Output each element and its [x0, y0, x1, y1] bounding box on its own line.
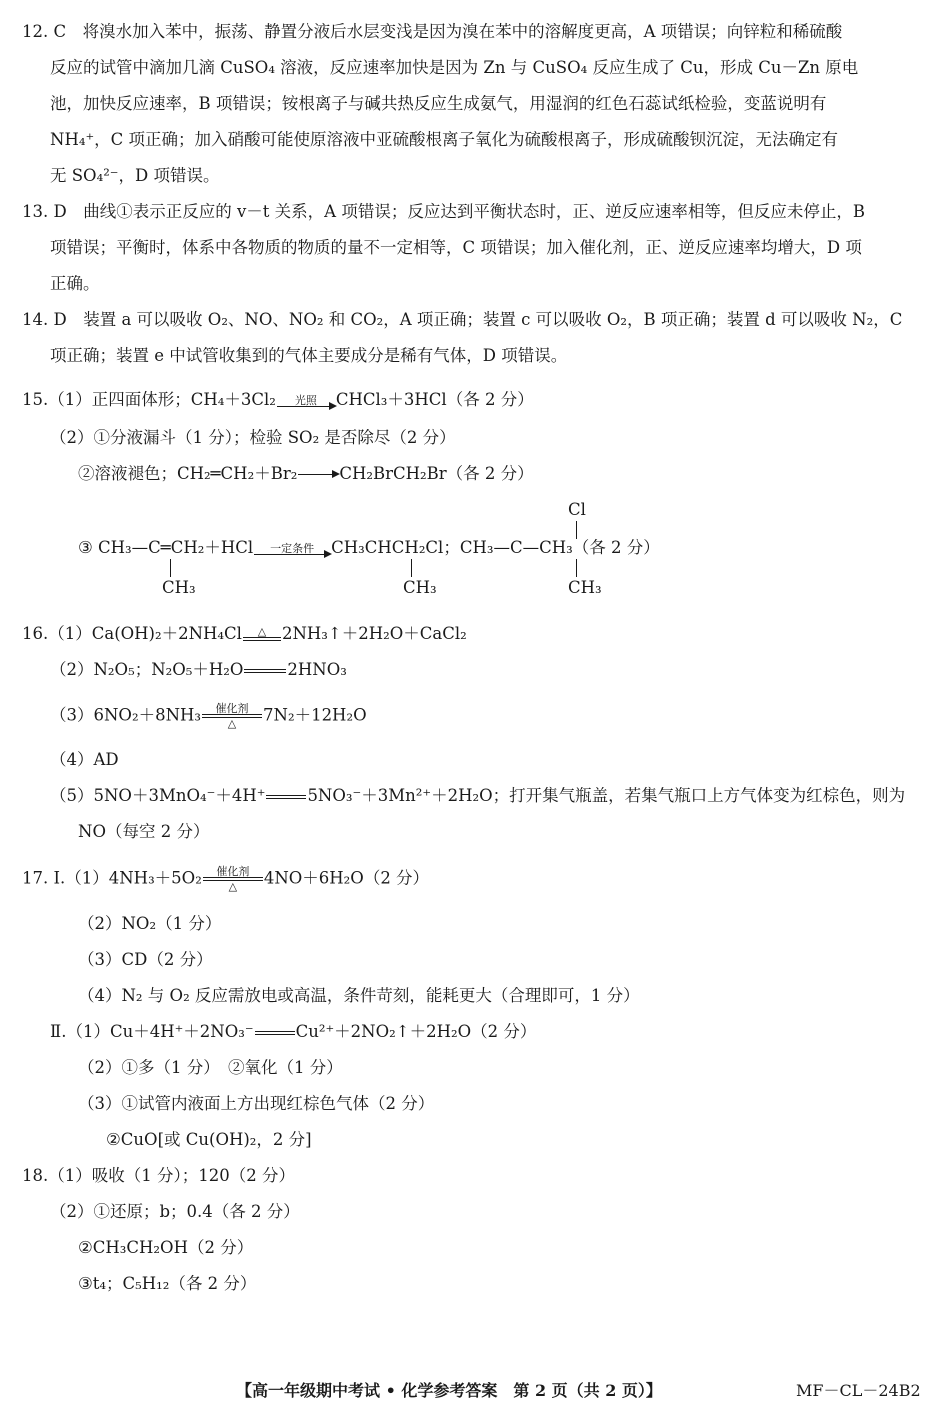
- q16-line2: [50, 658, 347, 682]
- q15-l1-rhs: CHCl₃＋3HCl（各 2 分）: [335, 390, 534, 409]
- q12-line2: 反应的试管中滴加几滴 CuSO₄ 溶液，反应速率加快是因为 Zn 与 CuSO₄ 反应生成了 Cu，形成 Cu－Zn 原电: [50, 58, 859, 77]
- q16-line5: [50, 784, 905, 808]
- q12-line4: NH₄⁺，C 项正确；加入硝酸可能使原溶液中亚硫酸根离子氧化为硫酸根离子，形成硫酸钡沉淀，无法确定有: [50, 130, 839, 149]
- arrow-condition: 一定条件: [270, 541, 315, 555]
- q15-l3-lhs: ②溶液褪色；CH₂═CH₂＋Br₂: [78, 464, 298, 483]
- reaction-equals: [266, 795, 306, 799]
- q16-line1: [22, 622, 467, 646]
- q13-line3: 正确。: [50, 274, 100, 293]
- q17-line1: [22, 866, 429, 892]
- heat-symbol: △: [228, 880, 238, 893]
- q15-l1-lhs: 15.（1）正四面体形；CH₄＋3Cl₂: [22, 390, 276, 409]
- reaction-equals: [202, 703, 262, 729]
- substituent-ch3: CH₃: [162, 578, 196, 597]
- substituent-ch3: CH₃: [403, 578, 437, 597]
- q16-l1-lhs: 16.（1）Ca(OH)₂＋2NH₄Cl: [22, 624, 242, 643]
- q15-line3: [78, 462, 534, 486]
- q13-line2: 项错误；平衡时，体系中各物质的物质的量不一定相等，C 项错误；加入催化剂，正、逆反应速率均增大，D 项: [50, 238, 862, 257]
- q14-line1: 14. D 装置 a 可以吸收 O₂、NO、NO₂ 和 CO₂，A 项正确；装置 c 可以吸收 O₂，B 项正确；装置 d 可以吸收 N₂，C: [22, 310, 903, 329]
- q17-l5-lhs: Ⅱ.（1）Cu＋4H⁺＋2NO₃⁻: [50, 1022, 254, 1041]
- q16-l2-rhs: 2HNO₃: [287, 660, 347, 679]
- q16-l5-lhs: （5）5NO＋3MnO₄⁻＋4H⁺: [50, 786, 266, 805]
- q17-line8: ②CuO[或 Cu(OH)₂，2 分]: [106, 1130, 312, 1149]
- heat-symbol: △: [227, 717, 237, 730]
- arrow-condition: 光照: [294, 393, 317, 407]
- q12-line5: 无 SO₄²⁻，D 项错误。: [50, 166, 220, 185]
- q14-line2: 项正确；装置 e 中试管收集到的气体主要成分是稀有气体，D 项错误。: [50, 346, 568, 365]
- q18-line3: ②CH₃CH₂OH（2 分）: [78, 1238, 254, 1257]
- q15-line2: （2）①分液漏斗（1 分）；检验 SO₂ 是否除尽（2 分）: [50, 428, 456, 447]
- q17-line7: （3）①试管内液面上方出现红棕色气体（2 分）: [78, 1094, 435, 1113]
- q17-line3: （3）CD（2 分）: [78, 950, 213, 969]
- q17-line4: （4）N₂ 与 O₂ 反应需放电或高温，条件苛刻，能耗更大（合理即可，1 分）: [78, 986, 640, 1005]
- q12-line3: 池，加快反应速率，B 项错误；铵根离子与碱共热反应生成氨气，用湿润的红色石蕊试纸检验，变蓝说明有: [50, 94, 827, 113]
- substituent-cl: Cl: [568, 500, 586, 519]
- reaction-equals: [255, 1031, 295, 1035]
- q17-l5-rhs: Cu²⁺＋2NO₂↑＋2H₂O（2 分）: [295, 1022, 537, 1041]
- q16-l5-rhs: 5NO₃⁻＋3Mn²⁺＋2H₂O；打开集气瓶盖，若集气瓶口上方气体变为红棕色，则为: [307, 786, 906, 805]
- q17-line6: （2）①多（1 分） ②氧化（1 分）: [78, 1058, 343, 1077]
- catalyst-label: 催化剂: [215, 702, 249, 715]
- bond-line: [576, 559, 577, 577]
- bond-line: [411, 559, 412, 577]
- reaction-arrow: [254, 543, 330, 555]
- q16-l3-rhs: 7N₂＋12H₂O: [263, 705, 367, 725]
- q16-line4: （4）AD: [50, 750, 119, 769]
- document-code: MF－CL－24B2: [796, 1381, 921, 1400]
- heat-symbol: △: [257, 625, 267, 638]
- q17-l1-lhs: 17. Ⅰ.（1）4NH₃＋5O₂: [22, 868, 202, 888]
- q16-line6: NO（每空 2 分）: [78, 822, 210, 841]
- q16-line3: [50, 703, 367, 729]
- reaction-equals: [243, 626, 281, 641]
- page-footer-title: 【高一年级期中考试 • 化学参考答案 第 2 页（共 2 页）】: [236, 1381, 662, 1400]
- q16-l2-lhs: （2）N₂O₅；N₂O₅＋H₂O: [50, 660, 244, 679]
- q18-line1: 18.（1）吸收（1 分）；120（2 分）: [22, 1166, 295, 1185]
- reaction-arrow: [277, 395, 335, 407]
- q16-l1-rhs: 2NH₃↑＋2H₂O＋CaCl₂: [281, 624, 467, 643]
- reaction-arrow: [298, 474, 338, 475]
- q13-line1: 13. D 曲线①表示正反应的 v－t 关系，A 项错误；反应达到平衡状态时，正、逆反应速率相等，但反应未停止，B: [22, 202, 865, 221]
- catalyst-label: 催化剂: [216, 865, 250, 878]
- q17-line2: （2）NO₂（1 分）: [78, 914, 222, 933]
- q15-l4-lhs: ③ CH₃—C═CH₂＋HCl: [78, 538, 254, 557]
- q15-line1: [22, 388, 534, 412]
- q17-l1-rhs: 4NO＋6H₂O（2 分）: [263, 868, 430, 888]
- q17-line5: [50, 1020, 536, 1044]
- reaction-equals: [244, 669, 286, 673]
- bond-line: [170, 559, 171, 577]
- q15-line4: [78, 536, 660, 560]
- q18-line2: （2）①还原；b；0.4（各 2 分）: [50, 1202, 300, 1221]
- q15-l4-rhs: CH₃CHCH₂Cl；CH₃—C—CH₃（各 2 分）: [331, 538, 660, 557]
- q12-line1: 12. C 将溴水加入苯中，振荡、静置分液后水层变浅是因为溴在苯中的溶解度更高，A 项错误；向锌粒和稀硫酸: [22, 22, 843, 41]
- substituent-ch3: CH₃: [568, 578, 602, 597]
- q16-l3-lhs: （3）6NO₂＋8NH₃: [50, 705, 202, 725]
- q15-l3-rhs: CH₂BrCH₂Br（各 2 分）: [339, 464, 534, 483]
- q18-line4: ③t₄；C₅H₁₂（各 2 分）: [78, 1274, 257, 1293]
- reaction-equals: [203, 866, 263, 892]
